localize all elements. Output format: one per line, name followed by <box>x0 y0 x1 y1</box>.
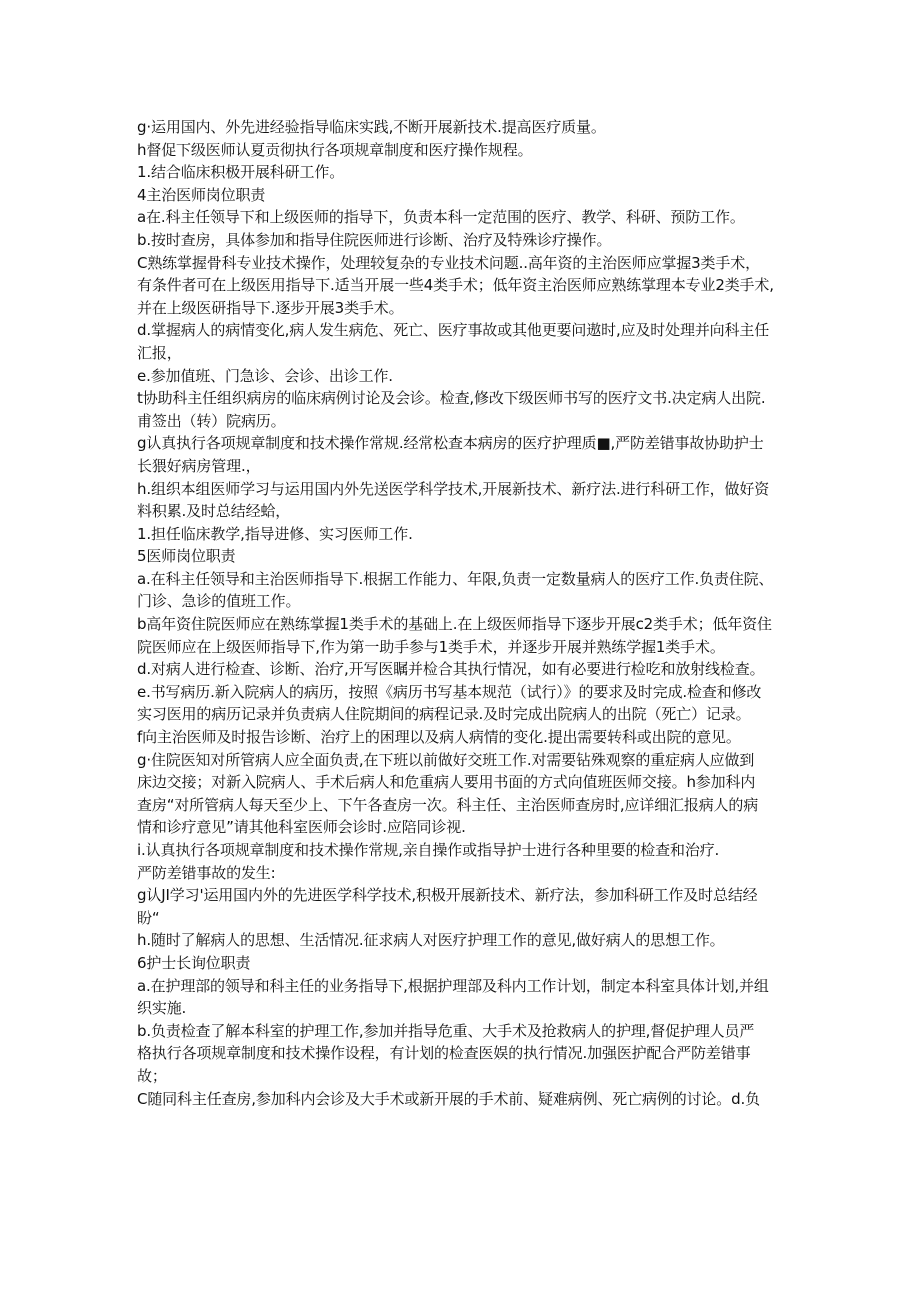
text-line: 情和诊疗意见”请其他科室医师会诊时.应陪同诊视. <box>137 818 466 837</box>
text-line: 有条件者可在上级医用指导下.适当开展一些4类手术；低年资主治医师应熟练掌理本专业2类手术, <box>137 276 774 295</box>
text-line: f向主治医师及时报告诊断、治疗上的困理以及病人病情的变化.提出需要转科或出院的意见。 <box>137 728 741 747</box>
text-line: 格执行各项规章制度和技术操作设程，有计划的检查医娱的执行情况.加强医护配合严防差错事 <box>137 1044 751 1063</box>
text-line: C熟练掌握骨科专业技术操作，处理较复杂的专业技术问题..高年资的主治医师应掌握3类手术， <box>137 253 760 272</box>
text-line: a.在科主任领导和主治医师指导下.根据工作能力、年限,负责一定数量病人的医疗工作.负责住院、 <box>137 569 774 588</box>
text-line: i.认真执行各项规章制度和技术操作常规,亲自操作或指导护士进行各种里要的检查和治疗. <box>137 841 720 859</box>
text-line: e.参加值班、门急诊、会诊、出诊工作. <box>137 366 393 385</box>
text-line: b高年资住院医师应在熟练掌握1类手术的基础上.在上级医师指导下逐步开展c2类手术；低年资住 <box>137 615 772 634</box>
text-line: 查房“对所管病人每天至少上、下午各查房一次。科主任、主治医师查房时,应详细汇报病人的病 <box>137 795 759 814</box>
text-line: 实习医用的病历记录并负责病人住院期间的病程记录.及时完成出院病人的出院（死亡）记录。 <box>137 705 751 724</box>
text-line: a在.科主任领导下和上级医师的指导下，负责本科一定范围的医疗、教学、科研、预防工作。 <box>137 208 745 227</box>
section-heading: 5医师岗位职责 <box>137 547 236 566</box>
text-line: h.随时了解病人的思想、生活情况.征求病人对医疗护理工作的意见,做好病人的思想工作。 <box>137 931 725 950</box>
text-line: d.对病人进行检查、诊断、治疗,开写医瞩并检合其执行情况，如有必要进行检吃和放射线检查。 <box>137 660 765 679</box>
text-line: b.负责检查了解本科室的护理工作,参加并指导危重、大手术及抢救病人的护理,督促护理人员严 <box>137 1021 755 1040</box>
text-line: 并在上级医研指导下.逐步开展3类手术。 <box>137 298 404 317</box>
text-line: g·运用国内、外先进经验指导临床实践,不断开展新技术.提高医疗质量。 <box>137 118 606 136</box>
text-line: e.书写病历.新入院病人的病历，按照《病历书写基本规范（试行）》的要求及时完成.检查和修改 <box>137 682 762 701</box>
text-line: d.掌握病人的病情变化,病人发生病危、死亡、医疗事故或其他更要问遨时,应及时处理并向科主任 <box>137 321 770 340</box>
text-line: 床边交接；对新入院病人、手术后病人和危重病人要用书面的方式向值班医师交接。h参加科内 <box>137 773 756 792</box>
text-line: 1.担任临床教学,指导进修、实习医师工作. <box>137 524 413 543</box>
text-line: h.组织本组医师学习与运用国内外先送医学科学技术,开展新技术、新疗法.进行科研工作，做好资 <box>137 479 770 498</box>
text-line: 料积累.及时总结经蛤， <box>137 502 291 521</box>
text-line: t协助科主任组织病房的临床病例讨论及会诊。检查,修改下级医师书写的医疗文书.决定病人出院. <box>137 389 766 408</box>
text-line: 甫签出（转）院病历。 <box>137 411 286 430</box>
text-line: g认JI学习'运用国内外的先进医学科学技术,积极开展新技术、新疗法，参加科研工作及时总结经 <box>137 886 758 905</box>
text-line: 长猥好病房管理.， <box>137 456 261 475</box>
section-heading: 4主治医师岗位职责 <box>137 185 266 204</box>
text-line: 院医师应在上级医师指导下,作为第一助手参与1类手术，并逐步开展并熟练学握1类手术。 <box>137 637 725 656</box>
text-line: 盼“ <box>137 908 160 927</box>
text-line: 织实施. <box>137 999 187 1018</box>
text-line: 门诊、急诊的值班工作。 <box>137 592 301 611</box>
text-line: h督促下级医师认夏贡彻执行各项规章制度和医疗操作规程。 <box>137 140 533 159</box>
section-heading: 6护士长询位职责 <box>137 953 251 972</box>
text-line: 故； <box>137 1066 167 1085</box>
text-line: b.按时查房，具体参加和指导住院医师进行诊断、治疗及特殊诊疗操作。 <box>137 230 612 249</box>
text-line: g·住院医知对所管病人应全面负责,在下班以前做好交班工作.对需要钻殊观察的重症病人应做到 <box>137 750 755 769</box>
text-line: g认真执行各项规章制度和技术操作常规.经常松查本病房的医疗护理质■,严防差错事故协助护士 <box>137 434 764 453</box>
text-line: 汇报， <box>137 343 182 362</box>
document-body <box>137 116 787 1110</box>
text-line: 严防差错事故的发生: <box>137 863 276 882</box>
text-line: C随同科主任查房,参加科内会诊及大手术或新开展的手术前、疑难病例、死亡病例的讨论。d.负 <box>137 1089 760 1108</box>
text-line: 1.结合临床积极开展科研工作。 <box>137 163 345 182</box>
text-line: a.在护理部的领导和科主任的业务指导下,根据护理部及科内工作计划，制定本科室具体计划,并组 <box>137 976 769 995</box>
